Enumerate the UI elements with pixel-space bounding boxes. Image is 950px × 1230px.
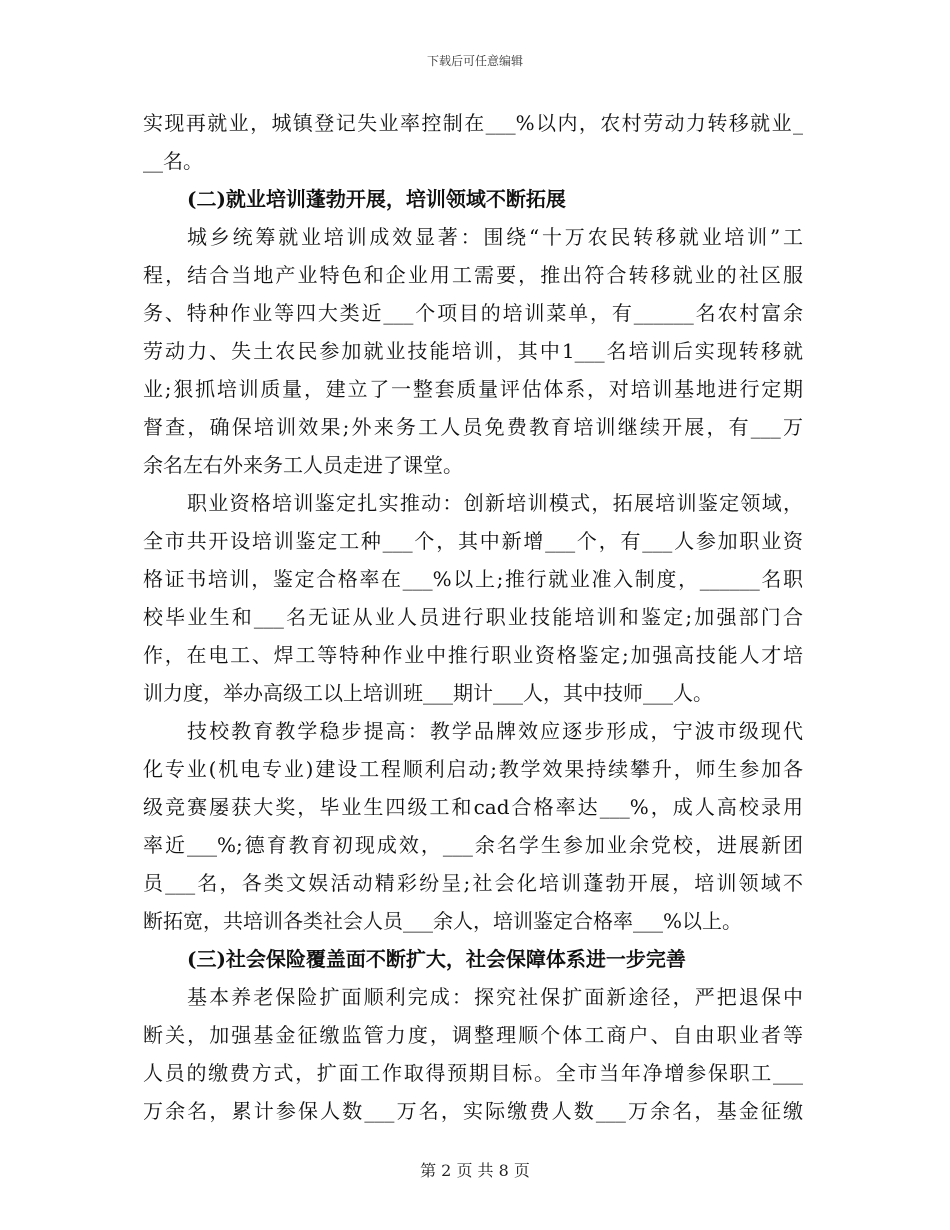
body-line: 基本养老保险扩面顺利完成：探究社保扩面新途径，严把退保中 — [187, 985, 803, 1009]
section-heading: (二)就业培训蓬勃开展，培训领域不断拓展 — [187, 187, 566, 211]
body-line: 员___名，各类文娱活动精彩纷呈;社会化培训蓬勃开展，培训领域不 — [143, 871, 803, 895]
body-line: 技校教育教学稳步提高：教学品牌效应逐步形成，宁波市级现代 — [187, 719, 803, 743]
body-line: 人员的缴费方式，扩面工作取得预期目标。全市当年净增参保职工___ — [143, 1061, 803, 1085]
page-footer: 第 2 页 共 8 页 — [420, 1161, 530, 1180]
body-line: 职业资格培训鉴定扎实推动：创新培训模式，拓展培训鉴定领域， — [187, 491, 803, 515]
body-line: 务、特种作业等四大类近___个项目的培训菜单，有______名农村富余 — [143, 301, 803, 325]
body-line: 断拓宽，共培训各类社会人员___余人，培训鉴定合格率___%以上。 — [143, 909, 743, 933]
body-line: 全市共开设培训鉴定工种___个，其中新增___个，有___人参加职业资 — [143, 529, 803, 553]
body-line: 业;狠抓培训质量，建立了一整套质量评估体系，对培训基地进行定期 — [143, 377, 803, 401]
page-header: 下载后可任意编辑 — [426, 54, 523, 68]
section-heading: (三)社会保险覆盖面不断扩大，社会保障体系进一步完善 — [187, 947, 686, 971]
body-line: 督查，确保培训效果;外来务工人员免费教育培训继续开展，有___万 — [143, 415, 803, 439]
body-line: 训力度，举办高级工以上培训班___期计___人，其中技师___人。 — [143, 681, 713, 705]
body-line: 城乡统筹就业培训成效显著：围绕“十万农民转移就业培训”工 — [187, 225, 803, 249]
body-line: 余名左右外来务工人员走进了课堂。 — [143, 453, 463, 477]
body-line: 劳动力、失土农民参加就业技能培训，其中1___名培训后实现转移就 — [143, 339, 803, 363]
body-line: 万余名，累计参保人数___万名，实际缴费人数___万余名，基金征缴 — [143, 1099, 803, 1123]
body-line: 格证书培训，鉴定合格率在___%以上;推行就业准入制度，______名职 — [143, 567, 803, 591]
body-line: 断关，加强基金征缴监管力度，调整理顺个体工商户、自由职业者等 — [143, 1023, 803, 1047]
body-line: 作，在电工、焊工等特种作业中推行职业资格鉴定;加强高技能人才培 — [143, 643, 803, 667]
body-line: 程，结合当地产业特色和企业用工需要，推出符合转移就业的社区服 — [143, 263, 803, 287]
body-line: 率近___%;德育教育初现成效，___余名学生参加业余党校，进展新团 — [143, 833, 803, 857]
body-line: 化专业(机电专业)建设工程顺利启动;教学效果持续攀升，师生参加各 — [143, 757, 803, 781]
body-line: 实现再就业，城镇登记失业率控制在___%以内，农村劳动力转移就业_ — [143, 111, 803, 135]
body-line: 级竞赛屡获大奖，毕业生四级工和cad合格率达___%，成人高校录用 — [143, 795, 803, 819]
body-line: __名。 — [143, 149, 203, 173]
body-line: 校毕业生和___名无证从业人员进行职业技能培训和鉴定;加强部门合 — [143, 605, 803, 629]
document-body — [143, 104, 803, 1130]
